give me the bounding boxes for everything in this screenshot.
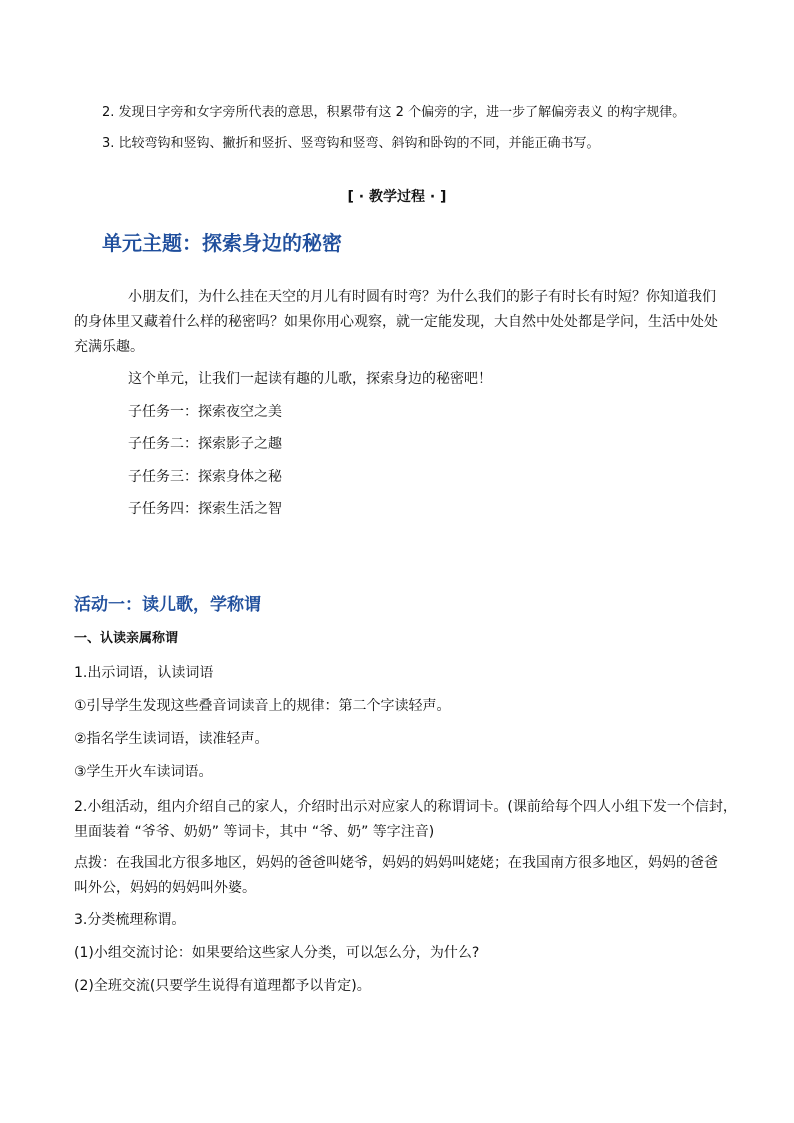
process-title: [ · 教学过程 · ] (347, 189, 447, 205)
step-3: 3.分类梳理称谓。 (74, 912, 186, 928)
step-3-item-1: (1)小组交流讨论：如果要给这些家人分类，可以怎么分，为什么? (74, 945, 480, 961)
subtask-4: 子任务四：探索生活之智 (128, 501, 282, 517)
subtask-1: 子任务一：探索夜空之美 (128, 404, 282, 420)
unit-intro-2: 这个单元，让我们一起读有趣的儿歌，探索身边的秘密吧！ (128, 371, 492, 387)
step-1: 1.出示词语，认读词语 (74, 665, 214, 681)
intro-line-3: 充满乐趣。 (74, 339, 144, 355)
intro-line-2: 的身体里又藏着什么样的秘密吗？如果你用心观察，就一定能发现，大自然中处处都是学问，生活中处处 (74, 314, 718, 330)
unit-theme-heading: 单元主题：探索身边的秘密 (102, 231, 342, 255)
step-2-line-1: 2.小组活动，组内介绍自己的家人，介绍时出示对应家人的称谓词卡。(课前给每个四人小组下发一个信封， (74, 799, 737, 815)
activity-heading: 活动一：读儿歌，学称谓 (74, 595, 261, 615)
step-2-line-2: 里面装着 “爷爷、奶奶” 等词卡，其中 “爷、奶” 等字注音) (74, 824, 435, 840)
objective-3: 3. 比较弯钩和竖钩、撇折和竖折、竖弯钩和竖弯、斜钩和卧钩的不同，并能正确书写。 (102, 136, 600, 151)
subtask-2: 子任务二：探索影子之趣 (128, 436, 282, 452)
tip-line-1: 点拨：在我国北方很多地区，妈妈的爸爸叫姥爷，妈妈的妈妈叫姥姥；在我国南方很多地区，妈妈的爸爸 (74, 855, 718, 871)
intro-line-1: 小朋友们，为什么挂在天空的月儿有时圆有时弯？为什么我们的影子有时长有时短？你知道我们 (128, 289, 716, 305)
tip-line-2: 叫外公，妈妈的妈妈叫外婆。 (74, 880, 256, 896)
section-heading: 一、认读亲属称谓 (74, 631, 179, 646)
objective-2: 2. 发现日字旁和女字旁所代表的意思，积累带有这 2 个偏旁的字，进一步了解偏旁表义 的构字规律。 (102, 105, 686, 120)
step-1-item-3: ③学生开火车读词语。 (74, 764, 213, 780)
step-1-item-1: ①引导学生发现这些叠音词读音上的规律：第二个字读轻声。 (74, 698, 451, 714)
subtask-3: 子任务三：探索身体之秘 (128, 469, 282, 485)
step-1-item-2: ②指名学生读词语，读准轻声。 (74, 731, 269, 747)
step-3-item-2: (2)全班交流(只要学生说得有道理都予以肯定)。 (74, 978, 371, 994)
